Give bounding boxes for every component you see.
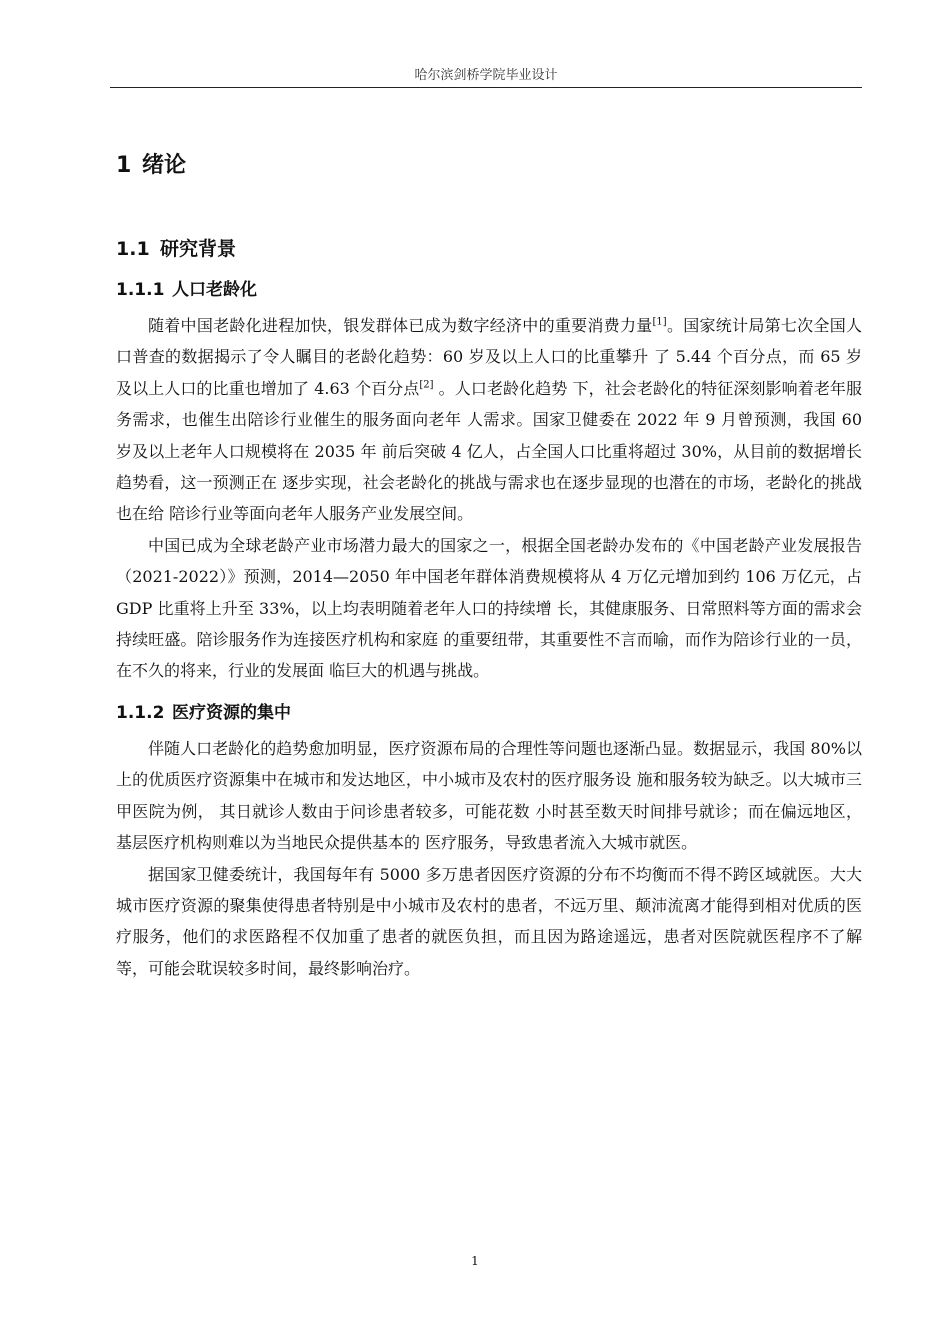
citation-ref: [2] [419,379,434,391]
section-heading [116,234,862,264]
subsection-title: 人口老龄化 [172,280,257,300]
chapter-number: 1 [116,153,132,178]
paragraph-text: 。人口老龄化趋势 下，社会老龄化的特征深刻影响着老年服务需求，也催生出陪诊行业催生的服务面向老年 人需求。国家卫健委在 2022 年 9 月曾预测，我国 60 岁及以上老年人口规模将在 2035 年 前后突破 4 亿人，占全国人口比重将超过 30%，从目前的数据增长趋势看，这一预测正在 逐步实现，社会老龄化的挑战与需求也在逐步显现的也潜在的市场，老龄化的挑战也在给 陪诊行业等面向老年人服务产业发展空间。 [116,378,862,524]
citation-ref: [1] [652,316,667,328]
chapter-heading [116,150,862,182]
paragraph-text: 。国家统计局第七次全国人口普查的数据揭示了令人瞩目的老龄化趋势：60 岁及以上人口的比重攀升 了 5.44 个百分点，而 65 岁及以上人口的比重也增加了 4.63 个百分点 [116,316,862,398]
paragraph: 伴随人口老龄化的趋势愈加明显，医疗资源布局的合理性等问题也逐渐凸显。数据显示，我国 80%以上的优质医疗资源集中在城市和发达地区，中小城市及农村的医疗服务设 施和服务较为缺乏。以大城市三甲医院为例， 其日就诊人数由于问诊患者较多，可能花数 小时甚至数天时间排号就诊；而在偏远地区，基层医疗机构则难以为当地民众提供基本的 医疗服务，导致患者流入大城市就医。 [116,738,862,853]
subsection-heading [116,274,862,306]
paragraph: 中国已成为全球老龄产业市场潜力最大的国家之一，根据全国老龄办发布的《中国老龄产业发展报告（2021-2022）》预测，2014—2050 年中国老年群体消费规模将从 4 万亿元增加到约 106 万亿元，占 GDP 比重将上升至 33%，以上均表明随着老年人口的持续增 长，其健康服务、日常照料等方面的需求会持续旺盛。陪诊服务作为连接医疗机构和家庭 的重要纽带，其重要性不言而喻，而作为陪诊行业的一员，在不久的将来，行业的发展面 临巨大的机遇与挑战。 [116,535,862,681]
page-number: 1 [471,1254,479,1268]
section-number: 1.1 [116,238,150,260]
chapter-title: 绪论 [142,153,187,178]
header-rule [110,87,862,88]
section-title: 研究背景 [160,238,237,260]
subsection-number: 1.1.2 [116,702,165,723]
subsection-heading [116,697,862,729]
paragraph-text: 随着中国老龄化进程加快，银发群体已成为数字经济中的重要消费力量 [148,316,653,335]
paragraph [116,310,862,530]
subsection-title: 医疗资源的集中 [172,702,291,723]
paragraph: 据国家卫健委统计，我国每年有 5000 多万患者因医疗资源的分布不均衡而不得不跨区域就医。大大城市医疗资源的聚集使得患者特别是中小城市及农村的患者，不远万里、颠沛流离才能得到相对优质的医疗服务，他们的求医路程不仅加重了患者的就医负担，而且因为路途遥远，患者对医院就医程序不了解等，可能会耽误较多时间，最终影响治疗。 [116,864,862,978]
page-content [116,150,862,984]
subsection-number: 1.1.1 [116,280,165,300]
running-header: 哈尔滨剑桥学院毕业设计 [414,68,558,83]
